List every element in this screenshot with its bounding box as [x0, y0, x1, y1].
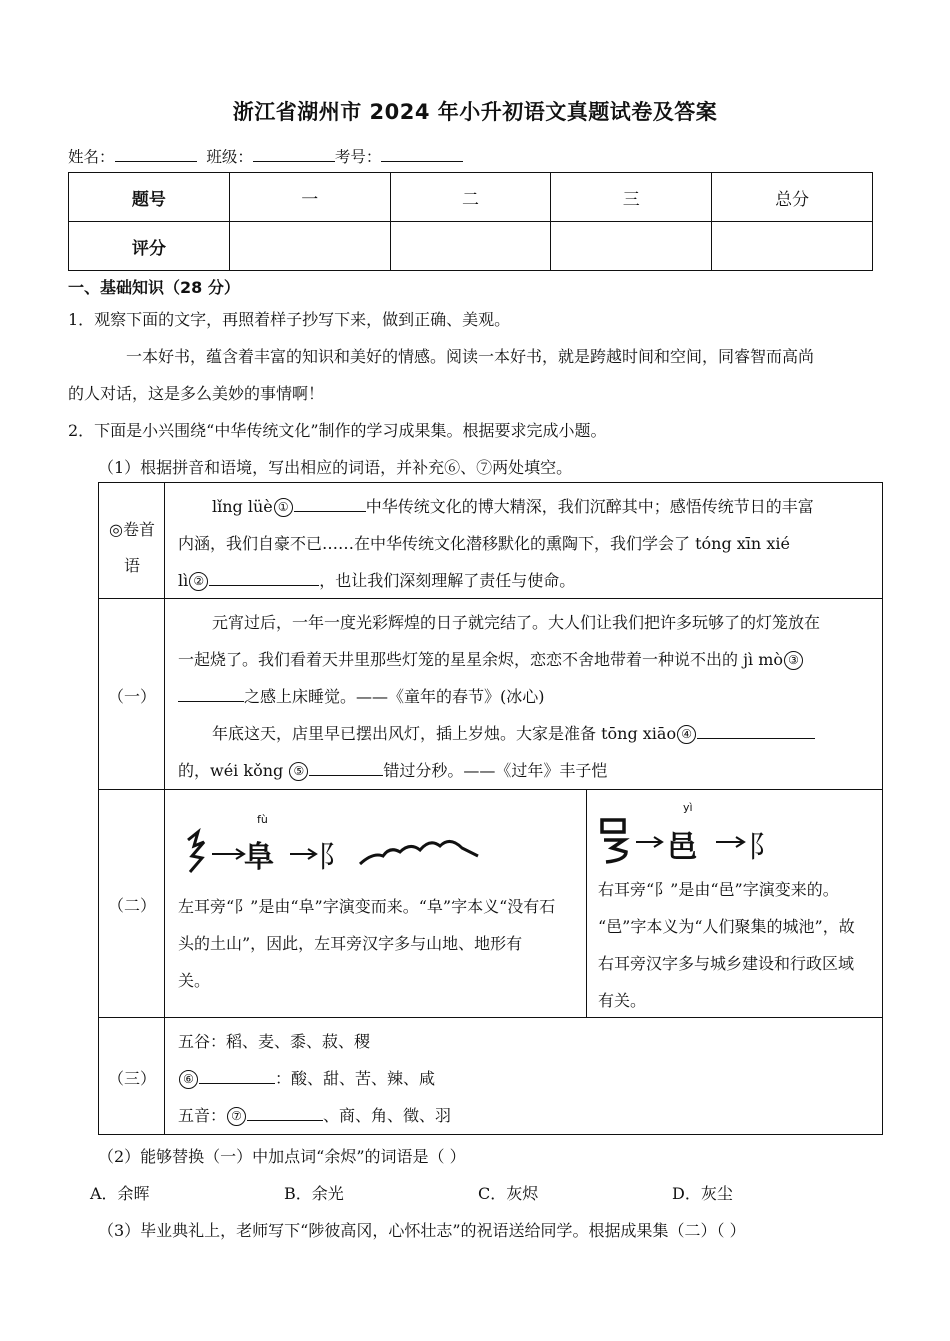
answer-blank[interactable]: [697, 724, 815, 739]
passage1-line3: [178, 684, 545, 707]
score-cell[interactable]: [390, 222, 551, 271]
right-radical: 阝: [748, 830, 778, 865]
answer-blank[interactable]: [209, 571, 319, 586]
yi-pinyin: yì: [683, 801, 693, 814]
yi-character: 邑: [667, 830, 697, 865]
q2-sub3: （3）毕业典礼上，老师写下“陟彼高冈，心怀壮志”的祝语送给同学。根据成果集（二）（ ）: [98, 1221, 746, 1240]
row-label-preface: ◎卷首语: [109, 520, 155, 575]
option-b[interactable]: B．余光: [284, 1184, 344, 1203]
circled-number-1: ①: [274, 498, 293, 517]
passage2-line1: [212, 721, 815, 744]
ancient-fu-glyph: [188, 832, 204, 872]
option-a[interactable]: A．余晖: [90, 1184, 150, 1203]
culture-line1: 五谷：稻、麦、黍、菽、稷: [178, 1032, 371, 1051]
page-title: 浙江省湖州市 2024 年小升初语文真题试卷及答案: [232, 100, 718, 124]
row-label-1: （一）: [107, 687, 156, 706]
passage-text: 年底这天，店里早已摆出风灯，插上岁烛。大家是准备 tōng xiāo: [212, 724, 677, 743]
score-header-cell: 三: [551, 173, 712, 222]
ancient-yi-glyph: [602, 820, 624, 832]
passage-text: 的，wéi kǒng: [178, 761, 284, 780]
section-heading: 一、基础知识（28 分）: [68, 278, 240, 297]
table-divider: [98, 598, 883, 599]
preface-line1: [212, 494, 814, 517]
circled-number-2: ②: [189, 572, 208, 591]
q2-sub2: （2）能够替换（一）中加点词“余烬”的词语是（ ）: [98, 1147, 466, 1166]
mountain-glyph: [360, 841, 478, 864]
right-radical-line1: 右耳旁“阝”是由“邑”字演变来的。: [598, 880, 839, 899]
passage2-line2: [178, 758, 607, 781]
culture-line2: [178, 1066, 435, 1089]
culture-line3: [178, 1103, 451, 1126]
score-header-cell: 题号: [69, 173, 230, 222]
exam-no-label: 考号：: [334, 148, 382, 166]
ancient-yi-glyph: [604, 840, 626, 862]
class-label: 班级：: [206, 148, 253, 166]
culture-text: 、商、角、徵、羽: [323, 1106, 452, 1125]
fu-pinyin: fù: [257, 813, 268, 826]
pinyin-text: lǐng lüè: [212, 497, 273, 516]
class-blank[interactable]: [253, 147, 335, 162]
q2-stem: 2．下面是小兴围绕“中华传统文化”制作的学习成果集。根据要求完成小题。: [68, 421, 607, 440]
passage-text: 一起烧了。我们看着天井里那些灯笼的星星余烬，恋恋不舍地带着一种说不出的 jì mò: [178, 650, 784, 669]
right-radical-line4: 有关。: [598, 991, 647, 1010]
circled-number-5: ⑤: [289, 762, 308, 781]
culture-text: ：酸、甜、苦、辣、咸: [275, 1069, 436, 1088]
table-divider: [164, 482, 165, 1135]
score-cell[interactable]: [712, 222, 873, 271]
score-table-score-row: [69, 222, 873, 271]
circled-number-3: ③: [784, 651, 803, 670]
left-radical: 阝: [318, 840, 348, 875]
answer-blank[interactable]: [178, 687, 244, 702]
name-label: 姓名：: [68, 148, 115, 166]
name-blank[interactable]: [115, 147, 197, 162]
preface-line3: [178, 568, 575, 591]
circled-number-6: ⑥: [179, 1070, 198, 1089]
q1-stem: 1．观察下面的文字，再照着样子抄写下来，做到正确、美观。: [68, 310, 511, 329]
left-radical-line1: 左耳旁“阝”是由“阜”字演变而来。“阜”字本义“没有石: [178, 897, 556, 916]
score-cell[interactable]: [551, 222, 712, 271]
circled-number-7: ⑦: [227, 1107, 246, 1126]
score-table-header-row: [69, 173, 873, 222]
left-radical-line3: 关。: [178, 971, 211, 990]
passage-text: 错过分秒。——《过年》丰子恺: [383, 761, 608, 780]
answer-blank[interactable]: [199, 1069, 275, 1084]
right-radical-line3: 右耳旁汉字多与城乡建设和行政区域: [598, 954, 855, 973]
fu-character: 阜: [244, 840, 274, 875]
table-divider: [98, 789, 883, 790]
q1-passage-line2: 的人对话，这是多么美妙的事情啊！: [68, 384, 325, 403]
preface-text: 中华传统文化的博大精深，我们沉醉其中；感悟传统节日的丰富: [365, 497, 814, 516]
preface-line2: 内涵，我们自豪不已……在中华传统文化潜移默化的熏陶下，我们学会了 tóng xīn xié: [178, 534, 790, 553]
option-c[interactable]: C．灰烬: [478, 1184, 539, 1203]
row-label-2: （二）: [107, 896, 156, 915]
score-cell[interactable]: [229, 222, 390, 271]
circled-number-4: ④: [677, 725, 696, 744]
answer-blank[interactable]: [294, 497, 366, 512]
left-radical-line2: 头的土山”，因此，左耳旁汉字多与山地、地形有: [178, 934, 523, 953]
passage-text: 之感上床睡觉。——《童年的春节》(冰心): [244, 687, 545, 706]
passage1-line2: [178, 647, 804, 670]
score-header-cell: 总分: [712, 173, 873, 222]
passage1-line1: 元宵过后，一年一度光彩辉煌的日子就完结了。大人们让我们把许多玩够了的灯笼放在: [212, 613, 821, 632]
answer-blank[interactable]: [247, 1106, 323, 1121]
table-divider: [586, 789, 587, 1017]
exam-no-blank[interactable]: [381, 147, 463, 162]
option-d[interactable]: D．灰尘: [672, 1184, 733, 1203]
table-divider: [98, 1017, 883, 1018]
pinyin-text: lì: [178, 571, 189, 590]
score-header-cell: 一: [229, 173, 390, 222]
q1-passage-line1: 一本好书，蕴含着丰富的知识和美好的情感。阅读一本好书，就是跨越时间和空间，同睿智而高尚: [126, 347, 815, 366]
culture-text: 五音：: [178, 1106, 227, 1125]
student-info: [68, 145, 463, 167]
answer-blank[interactable]: [309, 761, 383, 776]
right-radical-line2: “邑”字本义为“人们聚集的城池”，故: [598, 917, 855, 936]
score-row-label: 评分: [69, 222, 230, 271]
q2-sub1: （1）根据拼音和语境，写出相应的词语，并补充⑥、⑦两处填空。: [98, 458, 573, 477]
score-header-cell: 二: [390, 173, 551, 222]
preface-text: ，也让我们深刻理解了责任与使命。: [319, 571, 576, 590]
score-table: [68, 172, 873, 271]
row-label-3: （三）: [107, 1069, 156, 1088]
